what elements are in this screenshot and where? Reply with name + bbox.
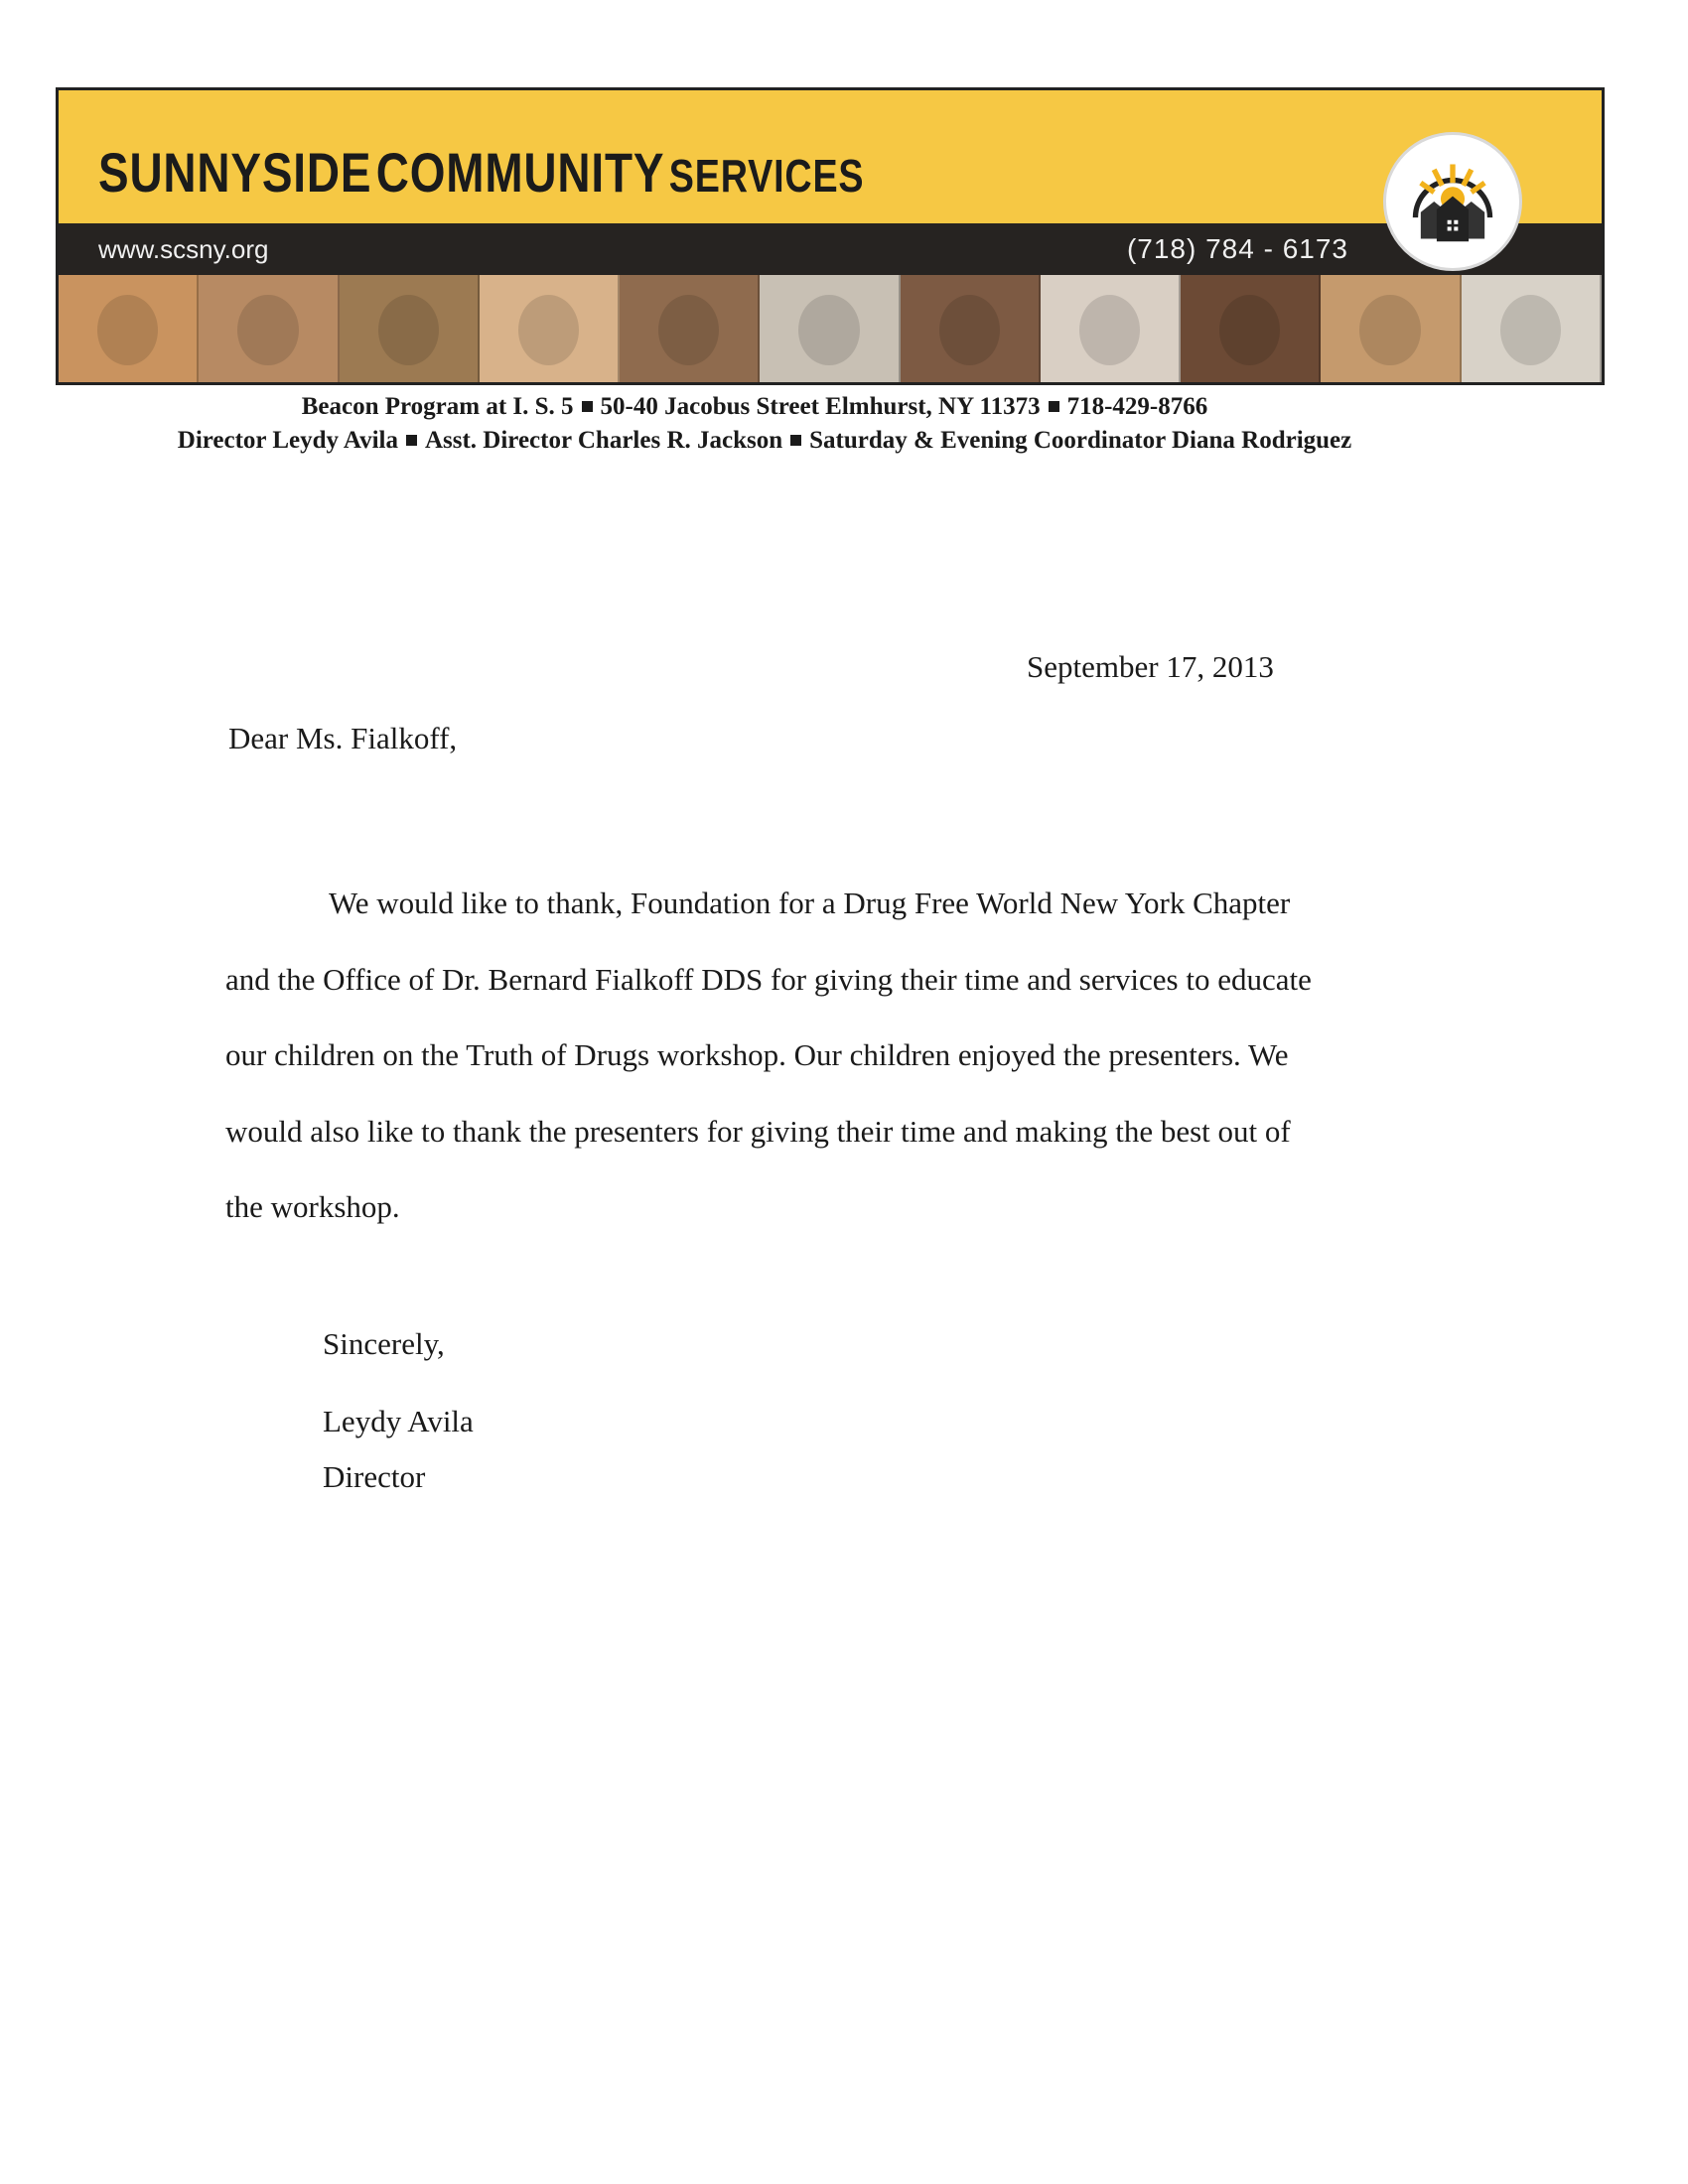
face-shape — [1079, 295, 1140, 365]
face-shape — [939, 295, 1000, 365]
body-line: We would like to thank, Foundation for a Drug Free World New York Chapter — [329, 886, 1291, 920]
photo-tile — [620, 275, 760, 385]
signer-title: Director — [323, 1459, 426, 1494]
body-line: our children on the Truth of Drugs workshop. Our children enjoyed the presenters. We — [225, 1037, 1289, 1072]
staff-line: Director Leydy Avila Asst. Director Charles R. Jackson Saturday & Evening Coordinator Diana Rodriguez — [177, 427, 1352, 454]
face-shape — [518, 295, 579, 365]
photo-tile — [199, 275, 339, 385]
photo-tile — [340, 275, 480, 385]
photo-tile — [760, 275, 900, 385]
face-shape — [658, 295, 719, 365]
letterhead — [56, 87, 1605, 385]
signer-name: Leydy Avila — [323, 1404, 474, 1438]
letterhead-dark-bar — [59, 223, 1602, 275]
closing: Sincerely, — [323, 1326, 445, 1361]
body-line: and the Office of Dr. Bernard Fialkoff DDS for giving their time and services to educate — [225, 961, 1312, 997]
face-shape — [1359, 295, 1420, 365]
photo-tile — [1462, 275, 1602, 385]
face-shape — [378, 295, 439, 365]
photo-tile — [901, 275, 1041, 385]
program-address-line: Beacon Program at I. S. 5 50-40 Jacobus Street Elmhurst, NY 11373 718-429-8766 — [301, 393, 1208, 420]
bullet-square-icon — [790, 435, 801, 446]
title-word-community: COMMUNITY — [375, 141, 665, 204]
bullet-square-icon — [406, 435, 417, 446]
photo-tile — [1321, 275, 1461, 385]
face-shape — [237, 295, 298, 365]
photo-tile — [1041, 275, 1181, 385]
bullet-square-icon — [1049, 401, 1059, 412]
body-line: the workshop. — [225, 1189, 400, 1224]
face-shape — [798, 295, 859, 365]
body-line: would also like to thank the presenters for giving their time and making the best out of — [225, 1113, 1291, 1149]
title-word-services: SERVICES — [668, 150, 865, 202]
sun-over-houses-icon — [1383, 132, 1522, 271]
letter-date: September 17, 2013 — [1027, 649, 1274, 684]
organization-name — [98, 140, 864, 205]
photo-tile — [1181, 275, 1321, 385]
salutation: Dear Ms. Fialkoff, — [228, 721, 458, 755]
letter-body — [225, 866, 1417, 1246]
face-shape — [1500, 295, 1561, 365]
photo-tile — [59, 275, 199, 385]
face-shape — [97, 295, 158, 365]
face-shape — [1219, 295, 1280, 365]
website-text: www.scsny.org — [98, 234, 269, 264]
phone-text: (718) 784 - 6173 — [1126, 233, 1348, 264]
bullet-square-icon — [582, 401, 593, 412]
photo-tile — [480, 275, 620, 385]
title-word-sunnyside: SUNNYSIDE — [98, 141, 372, 204]
photo-strip — [59, 275, 1602, 385]
